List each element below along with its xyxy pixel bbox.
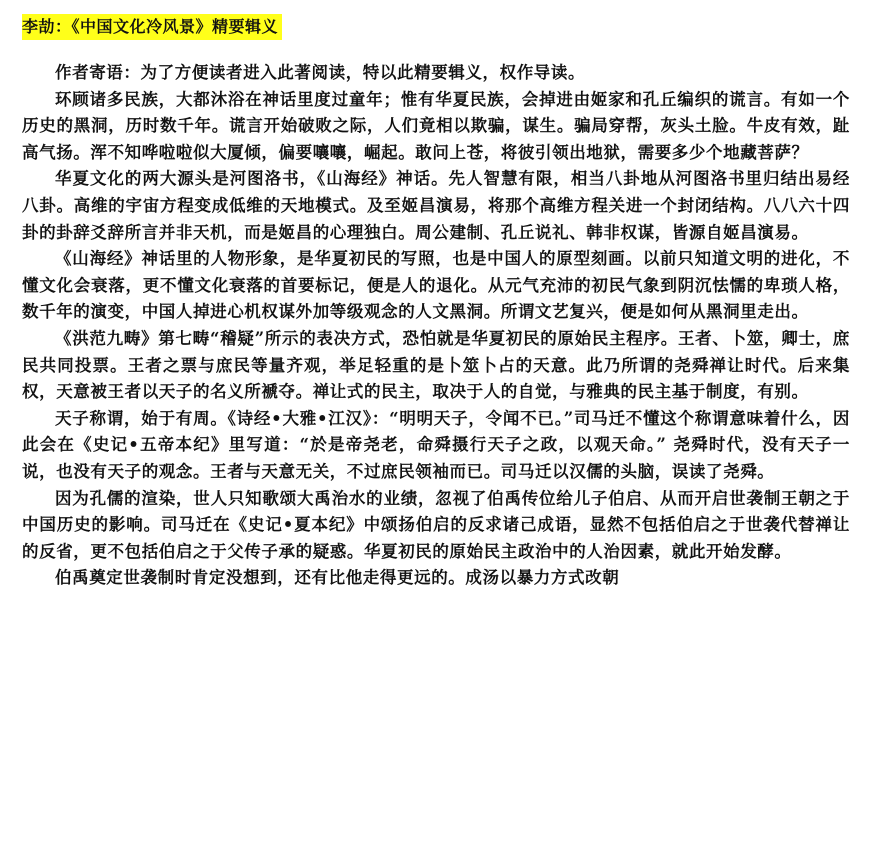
paragraph-1: 环顾诸多民族，大都沐浴在神话里度过童年；惟有华夏民族，会掉进由姬家和孔丘编织的谎言。有如一个历史的黑洞，历时数千年。谎言开始破败之际，人们竟相以欺骗，谋生。骗局穿帮，灰头土脸。牛皮有效，趾高气扬。浑不知哗啦啦似大厦倾，偏要嚷嚷，崛起。敢问上苍，将彼引领出地狱，需要多少个地藏菩萨？ bbox=[22, 89, 850, 162]
paragraph-6: 因为孔儒的渲染，世人只知歌颂大禹治水的业绩，忽视了伯禹传位给儿子伯启、从而开启世袭制王朝之于中国历史的影响。司马迁在《史记•夏本纪》中颂扬伯启的反求诸己成语，显然不包括伯启之于世袭代替禅让的反省，更不包括伯启之于父传子承的疑惑。华夏初民的原始民主政治中的人治因素，就此开始发酵。 bbox=[22, 488, 850, 561]
paragraph-2: 华夏文化的两大源头是河图洛书，《山海经》神话。先人智慧有限，相当八卦地从河图洛书里归结出易经八卦。高维的宇宙方程变成低维的天地模式。及至姬昌演易，将那个高维方程关进一个封闭结构。八八六十四卦的卦辞爻辞所言并非天机，而是姬昌的心理独白。周公建制、孔丘说礼、韩非权谋，皆源自姬昌演易。 bbox=[22, 169, 850, 242]
paragraph-preface: 作者寄语：为了方便读者进入此著阅读，特以此精要辑义，权作导读。 bbox=[55, 63, 586, 82]
paragraph-3: 《山海经》神话里的人物形象，是华夏初民的写照，也是中国人的原型刻画。以前只知道文明的进化，不懂文化会衰落，更不懂文化衰落的首要标记，便是人的退化。从元气充沛的初民气象到阴沉怯懦的卑琐人格，数千年的演变，中国人掉进心机权谋外加等级观念的人文黑洞。所谓文艺复兴，便是如何从黑洞里走出。 bbox=[22, 249, 850, 322]
document-title: 李劼：《中国文化冷风景》精要辑义 bbox=[22, 14, 282, 40]
paragraph-5: 天子称谓，始于有周。《诗经•大雅•江汉》：“明明天子，令闻不已。”司马迁不懂这个称谓意味着什么，因此会在《史记•五帝本纪》里写道：“於是帝尧老，命舜摄行天子之政，以观天命。” 尧舜时代，没有天子一说，也没有天子的观念。王者与天意无关，不过庶民领袖而已。司马迁以汉儒的头脑，误读了尧舜。 bbox=[22, 408, 850, 481]
paragraph-7: 伯禹奠定世袭制时肯定没想到，还有比他走得更远的。成汤以暴力方式改朝 bbox=[55, 568, 620, 588]
paragraph-4: 《洪范九畴》第七畴“稽疑”所示的表决方式，恐怕就是华夏初民的原始民主程序。王者、卜筮，卿士，庶民共同投票。王者之票与庶民等量齐观，举足轻重的是卜筮卜占的天意。此乃所谓的尧舜禅让时代。后来集权，天意被王者以天子的名义所褫夺。禅让式的民主，取决于人的自觉，与雅典的民主基于制度，有别。 bbox=[22, 328, 850, 402]
document bbox=[22, 14, 850, 592]
